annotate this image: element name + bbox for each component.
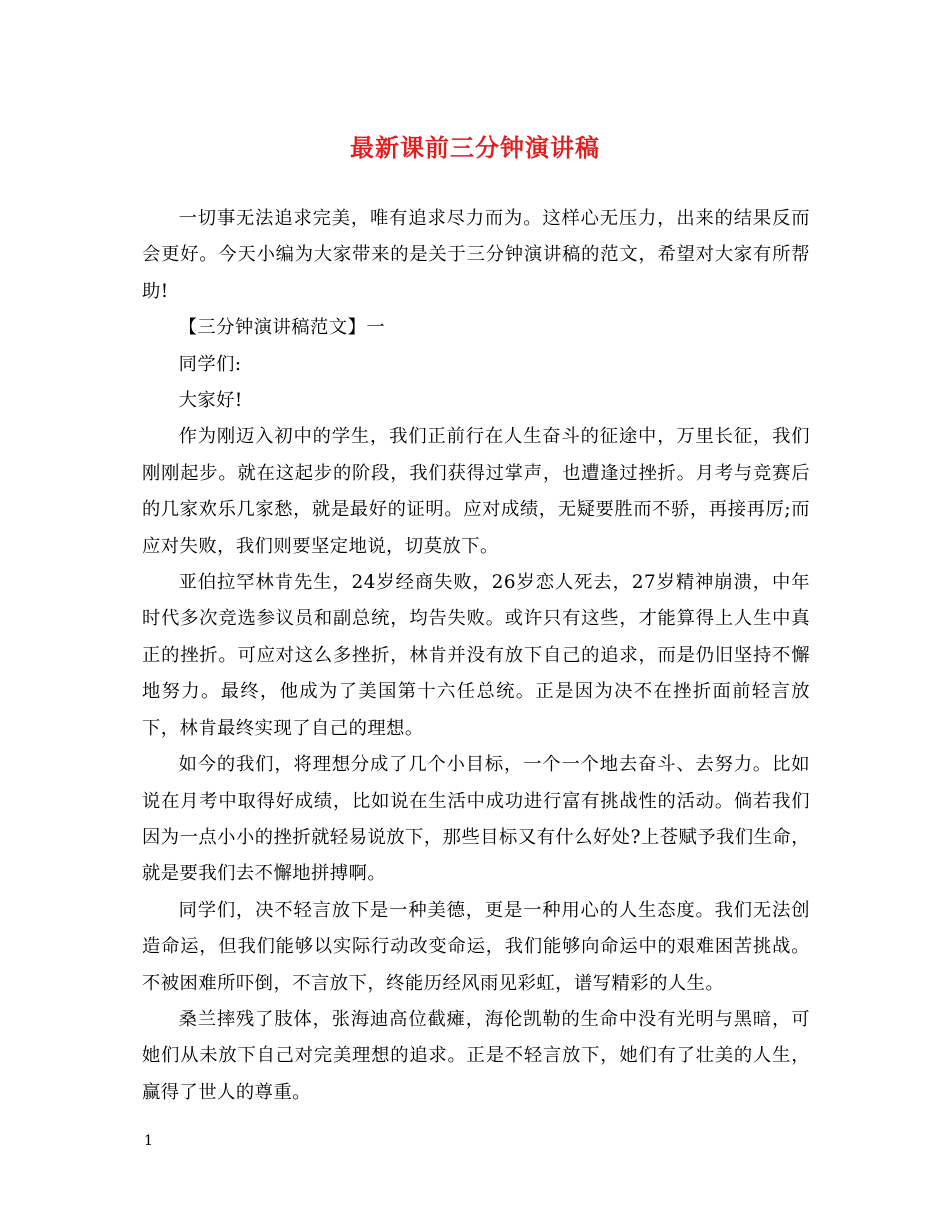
- salutation: 同学们:: [178, 353, 242, 375]
- body-paragraph: 作为刚迈入初中的学生，我们正前行在人生奋斗的征途中，万里长征，我们刚刚起步。就在这起步的阶段，我们获得过掌声，也遭逢过挫折。月考与竞赛后的几家欢乐几家愁，就是最好的证明。应对成绩，无疑要胜而不骄，再接再厉;而应对失败，我们则要坚定地说，切莫放下。: [142, 426, 810, 557]
- body-paragraph: 亚伯拉罕林肯先生，24岁经商失败，26岁恋人死去，27岁精神崩溃，中年时代多次竞选参议员和副总统，均告失败。或许只有这些，才能算得上人生中真正的挫折。可应对这么多挫折，林肯并没有放下自己的追求，而是仍旧坚持不懈地努力。最终，他成为了美国第十六任总统。正是因为决不在挫折面前轻言放下，林肯最终实现了自己的理想。: [142, 572, 810, 739]
- greeting: 大家好!: [178, 390, 243, 412]
- body-paragraph: 同学们，决不轻言放下是一种美德，更是一种用心的人生态度。我们无法创造命运，但我们能够以实际行动改变命运，我们能够向命运中的艰难困苦挑战。不被困难所吓倒，不言放下，终能历经风雨见彩虹，谱写精彩的人生。: [142, 899, 810, 994]
- body-paragraph: 桑兰摔残了肢体，张海迪高位截瘫，海伦凯勒的生命中没有光明与黑暗，可她们从未放下自己对完美理想的追求。正是不轻言放下，她们有了壮美的人生，赢得了世人的尊重。: [142, 1008, 810, 1103]
- body-paragraph: 如今的我们，将理想分成了几个小目标，一个一个地去奋斗、去努力。比如说在月考中取得好成绩，比如说在生活中成功进行富有挑战性的活动。倘若我们因为一点小小的挫折就轻易说放下，那些目标又有什么好处?上苍赋予我们生命，就是要我们去不懈地拼搏啊。: [142, 754, 810, 885]
- section-heading: 【三分钟演讲稿范文】一: [178, 317, 386, 339]
- document-body: [142, 201, 810, 1111]
- page-number: 1: [144, 1133, 153, 1149]
- intro-paragraph: 一切事无法追求完美，唯有追求尽力而为。这样心无压力，出来的结果反而会更好。今天小编为大家带来的是关于三分钟演讲稿的范文，希望对大家有所帮助!: [142, 208, 810, 302]
- document-title: 最新课前三分钟演讲稿: [350, 134, 600, 162]
